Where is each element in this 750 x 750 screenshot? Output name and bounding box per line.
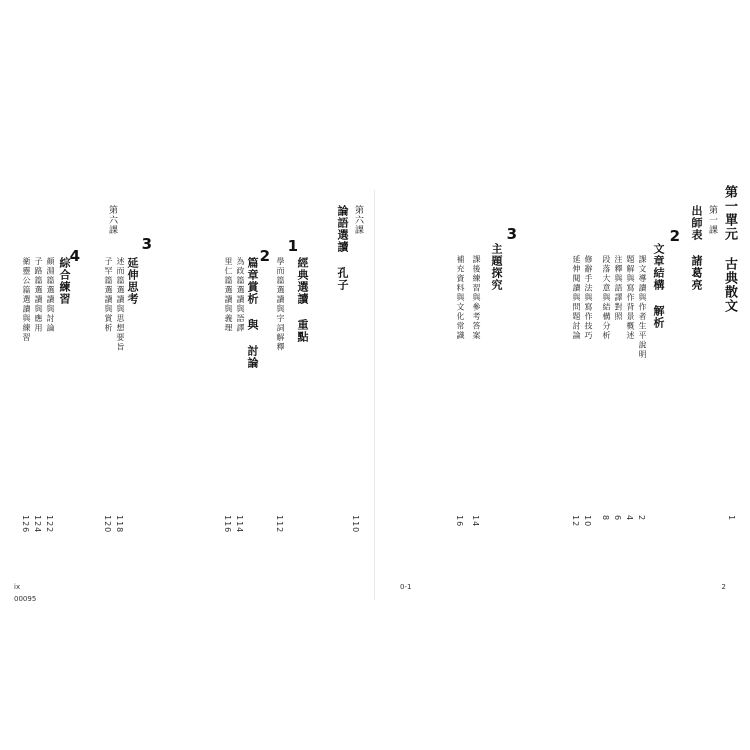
page-number: 4 [625,515,634,522]
lesson-title: 出師表 諸葛亮 [690,205,703,291]
toc-item[interactable]: 題解與寫作背景概述 [626,255,635,341]
toc-item[interactable]: 段落大意與結構分析 [602,255,611,341]
page-number: 124 [33,515,42,534]
page-number: 10 [583,515,592,528]
page-number: 8 [601,515,610,522]
toc-item[interactable]: 課文導讀與作者生平說明 [638,255,647,360]
page-number: 1 [727,515,736,522]
toc-item[interactable]: 里仁篇選讀與義理 [224,257,233,333]
lesson-title: 論語選讀 孔子 [336,205,349,291]
toc-item[interactable]: 修辭手法與寫作技巧 [584,255,593,341]
section-title: 經典選讀 重點 [296,257,309,343]
page-number: 112 [275,515,284,534]
page-gutter [374,190,375,600]
section-title: 主題探究 [490,243,503,291]
page-number: 114 [235,515,244,534]
toc-item[interactable]: 延伸閱讀與問題討論 [572,255,581,341]
toc-item[interactable]: 述而篇選讀與思想要旨 [116,257,125,352]
toc-item[interactable]: 補充資料與文化常識 [456,255,465,341]
footer-page-code: 00095 [14,595,37,603]
page-number: 12 [571,515,580,528]
toc-item[interactable]: 課後練習與參考答案 [472,255,481,341]
footer-page-id: ix [14,583,21,591]
footer-page-id: 2 [721,583,726,591]
toc-item[interactable]: 衛靈公篇選讀與練習 [22,257,31,343]
page-number: 126 [21,515,30,534]
page-number: 120 [103,515,112,534]
chapter-title: 第一單元 古典散文 [722,185,737,313]
page-number: 14 [471,515,480,528]
section-number: 2 [259,247,270,265]
section-number: 3 [506,225,517,243]
lesson-tag: 第一課 [707,205,717,235]
page-number: 16 [455,515,464,528]
page-number: 110 [351,515,360,534]
section-title: 延伸思考 [126,257,139,305]
page-number: 116 [223,515,232,534]
section-number: 4 [69,247,80,265]
page-number: 118 [115,515,124,534]
page-number: 122 [45,515,54,534]
toc-item[interactable]: 子罕篇選讀與賞析 [104,257,113,333]
section-number: 1 [287,237,298,255]
section-number: 2 [669,227,680,245]
lesson-tag: 第六課 [353,205,363,235]
toc-item[interactable]: 注釋與語譯對照 [614,255,623,322]
toc-item[interactable]: 顏淵篇選讀與討論 [46,257,55,333]
section-title: 篇章賞析 與 討論 [246,257,259,369]
toc-item[interactable]: 為政篇選讀與語譯 [236,257,245,333]
section-title: 文章結構 解析 [652,243,665,329]
section-title: 綜合練習 [58,257,71,305]
page-number: 6 [613,515,622,522]
left-page [8,185,370,615]
section-number: 3 [141,235,152,253]
lesson-tag-secondary: 第六課 [107,205,117,235]
toc-item[interactable]: 學而篇選讀與字詞解釋 [276,257,285,352]
right-page [380,185,742,615]
toc-item[interactable]: 子路篇選讀與應用 [34,257,43,333]
footer-page-id: 0-1 [400,583,412,591]
page-number: 2 [637,515,646,522]
